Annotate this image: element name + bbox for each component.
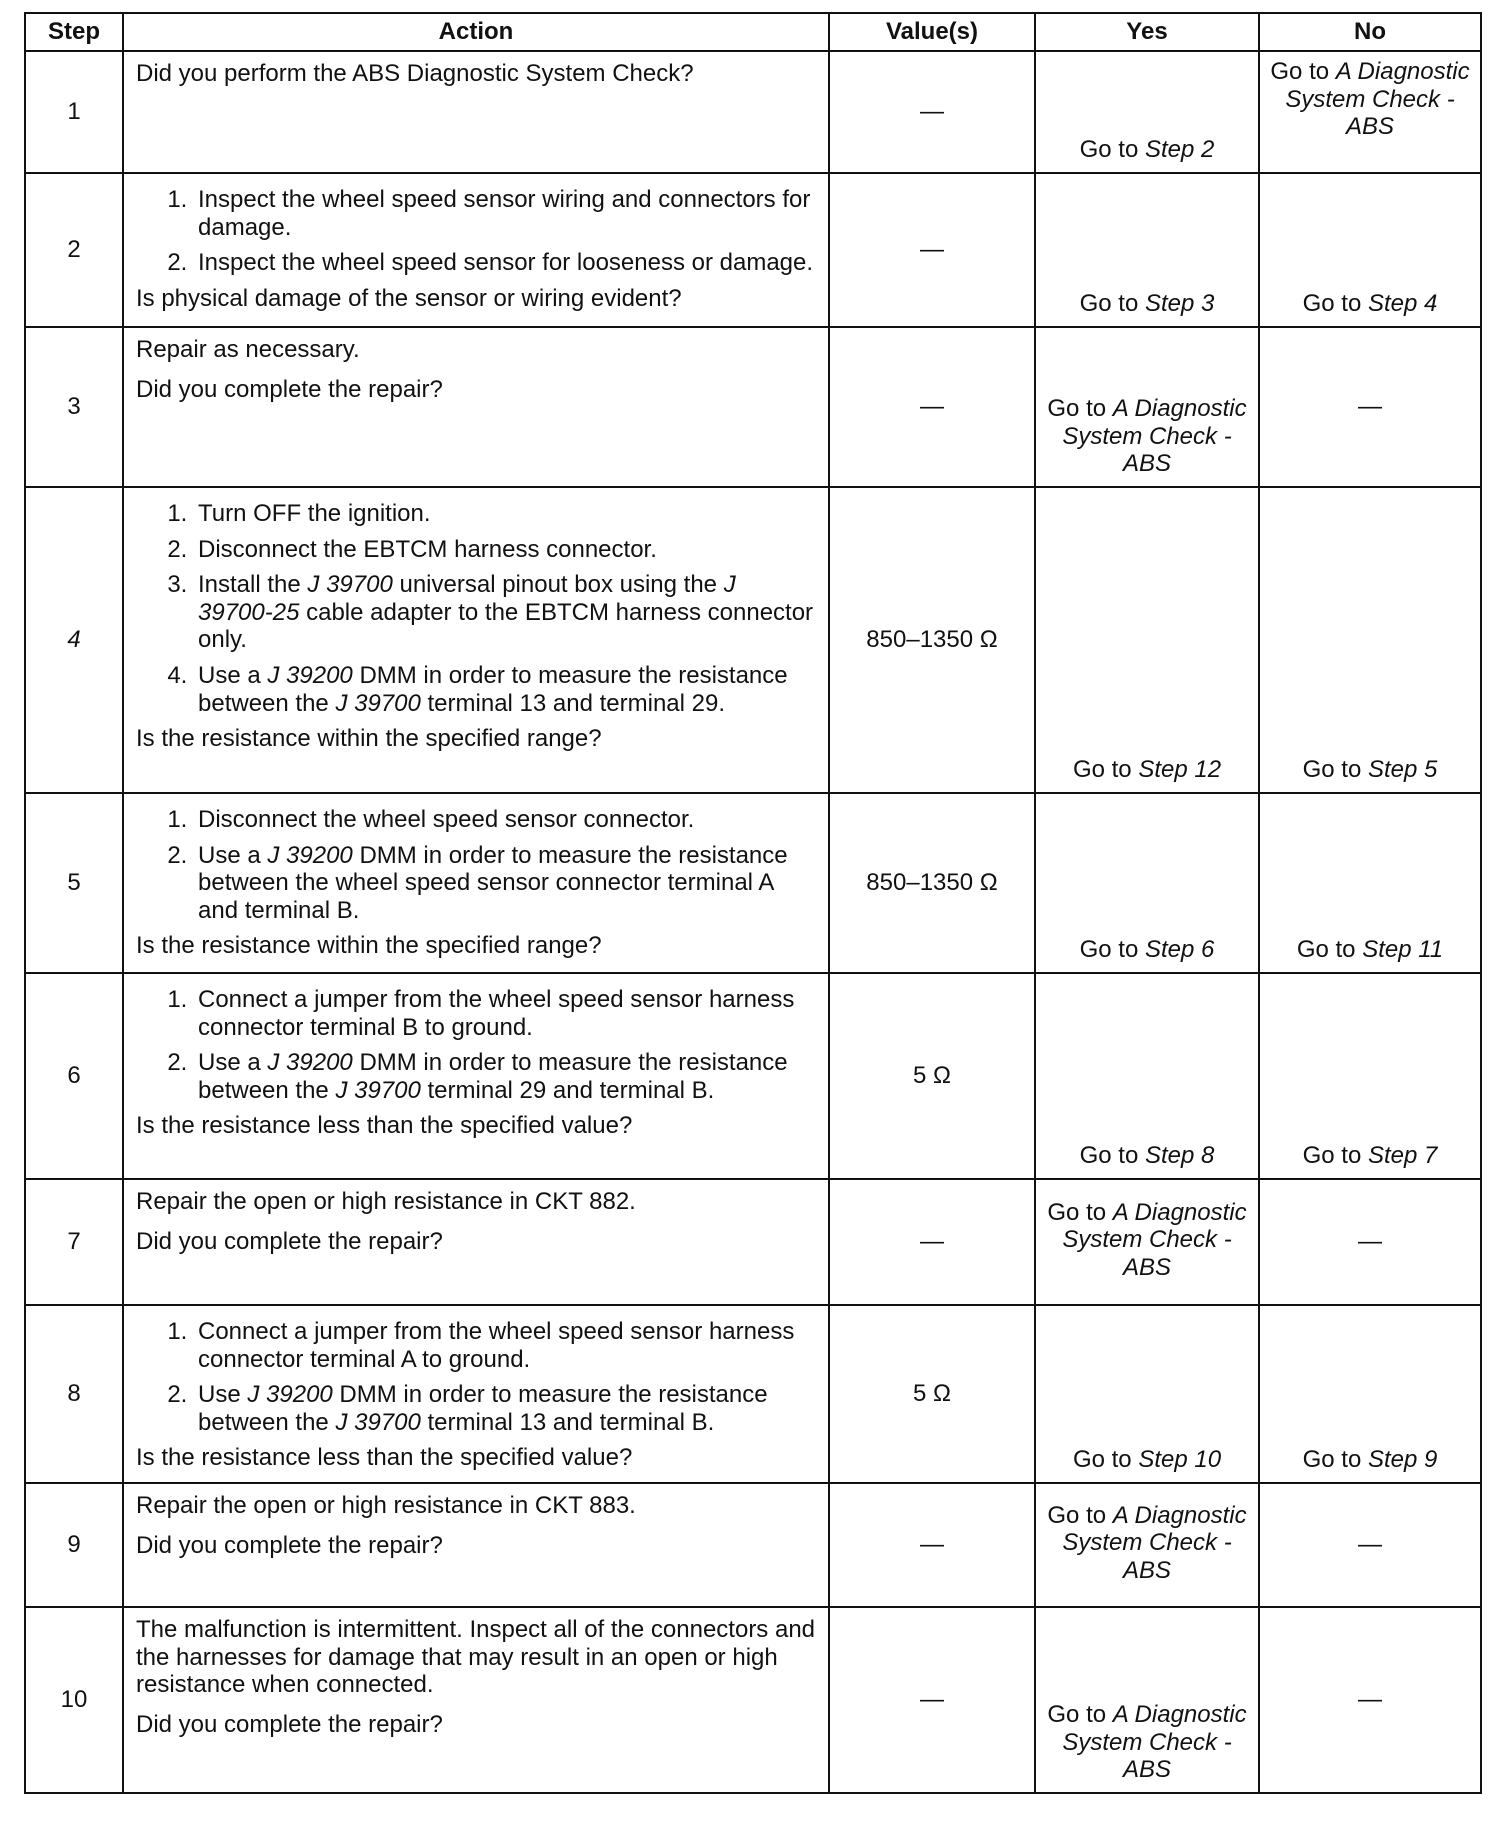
table-row [25,1607,1481,1793]
header-step: Step [25,13,123,51]
goto-target[interactable]: Step 4 [1367,290,1438,318]
goto-prefix: Go to [1072,1446,1139,1474]
goto-target[interactable]: Step 7 [1367,1142,1438,1170]
action-question: Is the resistance within the specified range? [136,932,602,960]
yes-cell[interactable] [1035,487,1259,793]
header-yes: Yes [1035,13,1259,51]
no-cell: — [1259,1179,1481,1305]
yes-cell[interactable] [1035,1179,1259,1305]
action-question: Did you complete the repair? [136,1710,443,1738]
action-step: 2. Use a J 39200 DMM in order to measure the resistance between the J 39700 terminal 29 and terminal B. [194,1049,816,1104]
action-cell [123,327,829,487]
goto-target[interactable]: A Diagnostic System Check - ABS [1062,1701,1247,1784]
action-cell [123,973,829,1179]
yes-cell[interactable] [1035,1483,1259,1607]
goto-prefix: Go to [1302,756,1368,784]
value-cell: 850–1350 Ω [829,487,1035,793]
action-text: The malfunction is intermittent. Inspect all of the connectors and the harnesses for damage that may result in an open or high resistance when connected. [136,1616,816,1699]
yes-cell[interactable] [1035,1305,1259,1483]
goto-target[interactable]: Step 11 [1362,936,1444,964]
goto-prefix: Go to [1079,936,1145,964]
no-cell[interactable] [1259,1305,1481,1483]
step-number: 6 [25,973,123,1179]
goto-prefix: Go to [1296,936,1363,964]
goto-target[interactable]: Step 8 [1144,1142,1215,1170]
value-cell: — [829,1179,1035,1305]
action-question: Is the resistance less than the specified value? [136,1112,633,1140]
value-cell: — [829,173,1035,327]
goto-prefix: Go to [1302,290,1368,318]
action-text: Repair the open or high resistance in CKT 882. [136,1188,636,1215]
action-step: 1. Turn OFF the ignition. [194,500,816,528]
yes-cell[interactable] [1035,327,1259,487]
action-cell [123,51,829,173]
action-step: 2. Disconnect the EBTCM harness connector. [194,536,816,564]
goto-target[interactable]: Step 10 [1138,1446,1222,1474]
step-number: 10 [25,1607,123,1793]
goto-prefix: Go to [1270,58,1336,85]
action-cell [123,487,829,793]
action-cell [123,1305,829,1483]
goto-prefix: Go to [1047,1701,1113,1729]
value-cell: — [829,51,1035,173]
no-cell: — [1259,1483,1481,1607]
action-text: Repair as necessary. [136,336,360,363]
no-cell: — [1259,1607,1481,1793]
step-number: 8 [25,1305,123,1483]
table-row [25,51,1481,173]
goto-target[interactable]: Step 6 [1144,936,1215,964]
action-text: Did you perform the ABS Diagnostic System Check? [136,60,694,87]
action-step: 1. Inspect the wheel speed sensor wiring and connectors for damage. [194,186,816,241]
goto-target[interactable]: A Diagnostic System Check - ABS [1062,1501,1247,1584]
goto-target[interactable]: Step 3 [1144,290,1215,318]
step-number: 9 [25,1483,123,1607]
action-question: Did you complete the repair? [136,1227,443,1255]
step-number: 2 [25,173,123,327]
value-cell: 5 Ω [829,973,1035,1179]
value-cell: — [829,1483,1035,1607]
value-cell: — [829,327,1035,487]
table-row [25,793,1481,973]
no-cell[interactable] [1259,973,1481,1179]
no-cell[interactable] [1259,487,1481,793]
action-steps-list [136,986,816,1104]
action-step: 1. Connect a jumper from the wheel speed sensor harness connector terminal B to ground. [194,986,816,1041]
header-values: Value(s) [829,13,1035,51]
action-step: 2. Use J 39200 DMM in order to measure the resistance between the J 39700 terminal 13 and terminal B. [194,1381,816,1436]
table-row [25,173,1481,327]
step-number: 1 [25,51,123,173]
goto-prefix: Go to [1302,1142,1368,1170]
goto-prefix: Go to [1047,1501,1113,1529]
table-row [25,327,1481,487]
table-row [25,1179,1481,1305]
table-row [25,1305,1481,1483]
no-cell[interactable] [1259,173,1481,327]
no-cell[interactable] [1259,793,1481,973]
diagnostic-table [24,12,1482,1794]
value-cell: — [829,1607,1035,1793]
step-number: 4 [25,487,123,793]
goto-prefix: Go to [1047,395,1113,423]
table-row [25,973,1481,1179]
action-step: 2. Inspect the wheel speed sensor for looseness or damage. [194,249,816,277]
goto-target[interactable]: A Diagnostic System Check - ABS [1062,395,1247,478]
goto-prefix: Go to [1072,756,1139,784]
action-cell [123,1179,829,1305]
header-no: No [1259,13,1481,51]
yes-cell[interactable] [1035,973,1259,1179]
yes-cell[interactable] [1035,793,1259,973]
goto-prefix: Go to [1302,1446,1368,1474]
action-cell [123,793,829,973]
no-cell: — [1259,327,1481,487]
action-steps-list [136,186,816,277]
value-cell: 5 Ω [829,1305,1035,1483]
action-cell [123,173,829,327]
step-number: 3 [25,327,123,487]
action-step: 1. Connect a jumper from the wheel speed sensor harness connector terminal A to ground. [194,1318,816,1373]
action-question: Did you complete the repair? [136,1531,443,1559]
goto-prefix: Go to [1079,1142,1145,1170]
action-step: 2. Use a J 39200 DMM in order to measure the resistance between the wheel speed sensor connector terminal A and terminal B. [194,842,816,925]
step-number: 5 [25,793,123,973]
goto-prefix: Go to [1079,290,1145,318]
table-row [25,1483,1481,1607]
action-cell [123,1483,829,1607]
goto-prefix: Go to [1079,136,1145,164]
action-step: 4. Use a J 39200 DMM in order to measure the resistance between the J 39700 terminal 13 and terminal 29. [194,662,816,717]
action-steps-list [136,806,816,924]
no-cell[interactable] [1259,51,1481,173]
action-steps-list [136,1318,816,1436]
action-text: Repair the open or high resistance in CKT 883. [136,1492,636,1519]
goto-target[interactable]: Step 9 [1367,1446,1438,1474]
diagnostic-table-page [24,12,1480,1794]
table-row [25,487,1481,793]
action-question: Is physical damage of the sensor or wiring evident? [136,284,682,312]
goto-target[interactable]: Step 5 [1367,756,1438,784]
goto-prefix: Go to [1047,1198,1113,1226]
step-number: 7 [25,1179,123,1305]
action-question: Is the resistance less than the specified value? [136,1444,633,1472]
table-header-row [25,13,1481,51]
value-cell: 850–1350 Ω [829,793,1035,973]
action-step: 1. Disconnect the wheel speed sensor connector. [194,806,816,834]
goto-target[interactable]: Step 12 [1138,756,1222,784]
action-question: Is the resistance within the specified range? [136,725,602,753]
yes-cell[interactable] [1035,51,1259,173]
action-cell [123,1607,829,1793]
yes-cell[interactable] [1035,1607,1259,1793]
goto-target[interactable]: Step 2 [1144,136,1215,164]
goto-target[interactable]: A Diagnostic System Check - ABS [1285,58,1470,141]
header-action: Action [123,13,829,51]
goto-target[interactable]: A Diagnostic System Check - ABS [1062,1198,1247,1281]
action-step: 3. Install the J 39700 universal pinout box using the J 39700-25 cable adapter to the EBTCM harness connector only. [194,571,816,654]
action-steps-list [136,500,816,717]
yes-cell[interactable] [1035,173,1259,327]
action-question: Did you complete the repair? [136,375,443,403]
